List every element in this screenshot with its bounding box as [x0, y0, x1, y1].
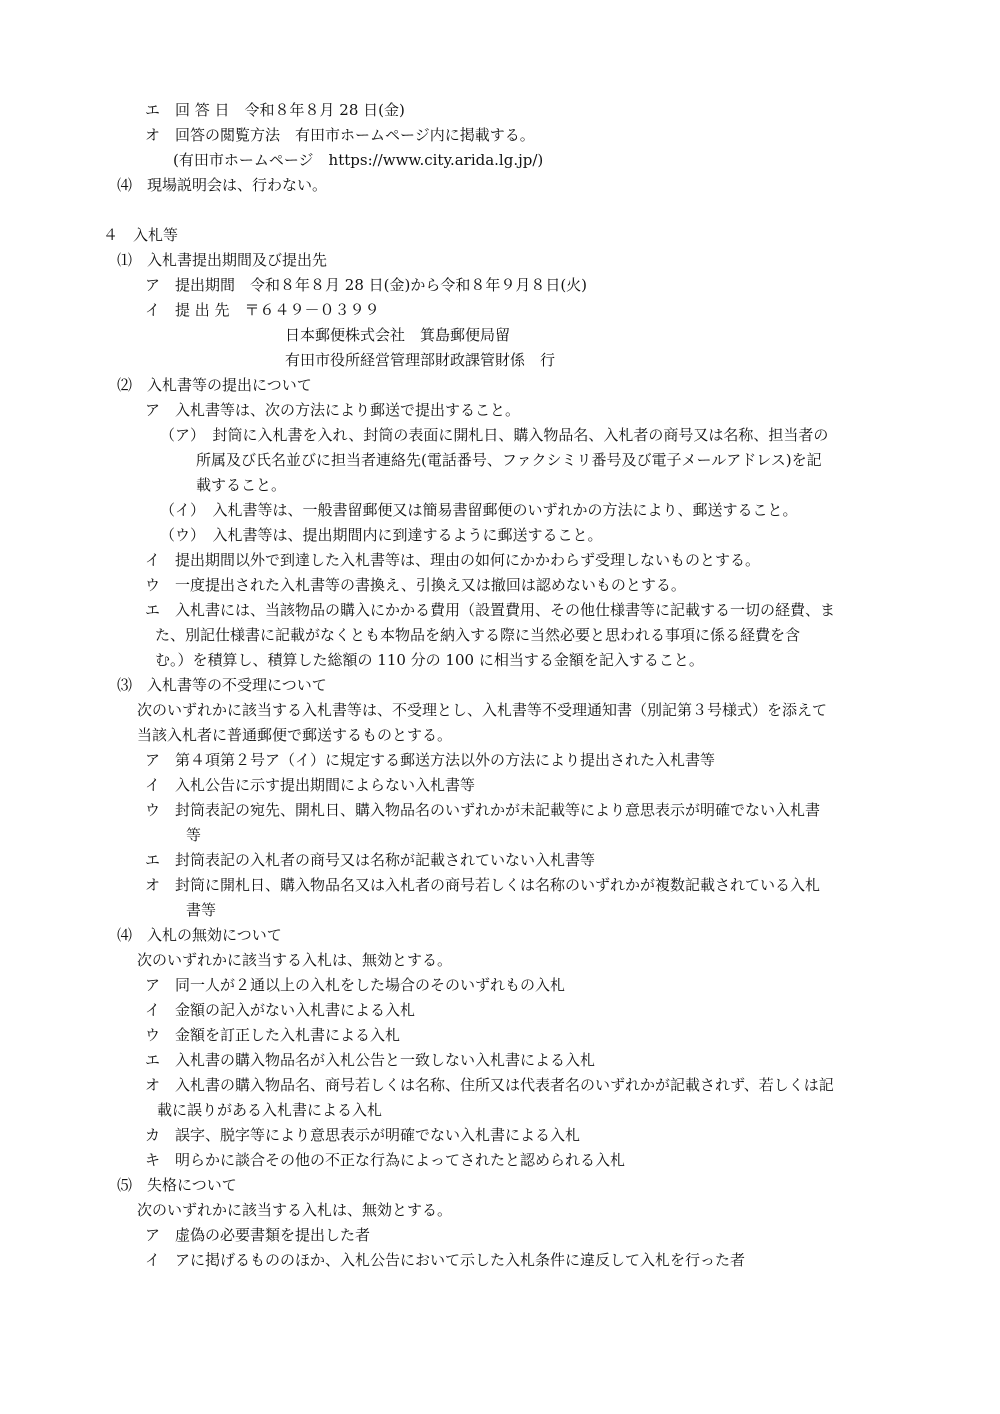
invalid-item-i: イ 金額の記入がない入札書による入札 [145, 1001, 416, 1019]
subsection-4-heading: ⑷ 入札の無効について [117, 926, 282, 944]
item-a3-line: （ウ） 入札書等は、提出期間内に到達するように郵送すること。 [160, 526, 603, 544]
post-office-line: 日本郵便株式会社 箕島郵便局留 [285, 326, 511, 344]
rejection-item-o-line-1: オ 封筒に開札日、購入物品名又は入札者の商号若しくは名称のいずれかが複数記載されている入札 [145, 876, 821, 894]
rejection-intro-line-1: 次のいずれかに該当する入札書等は、不受理とし、入札書等不受理通知書（別記第３号様式）を添えて [137, 701, 828, 719]
rejection-item-i: イ 入札公告に示す提出期間によらない入札書等 [145, 776, 476, 794]
item-a1-line-2: 所属及び氏名並びに担当者連絡先(電話番号、ファクシミリ番号及び電子メールアドレス)を記 [196, 451, 822, 469]
invalid-item-e: エ 入札書の購入物品名が入札公告と一致しない入札書による入札 [145, 1051, 596, 1069]
subsection-2-heading: ⑵ 入札書等の提出について [117, 376, 312, 394]
submission-period-line: ア 提出期間 令和８年８月 28 日(金)から令和８年９月８日(火) [145, 276, 588, 294]
disqualify-item-a: ア 虚偽の必要書類を提出した者 [145, 1226, 371, 1244]
invalid-item-u: ウ 金額を訂正した入札書による入札 [145, 1026, 401, 1044]
submission-address-line: イ 提 出 先 〒６４９－０３９９ [145, 301, 380, 319]
section-4-heading: ４ 入札等 [103, 226, 179, 244]
rejection-item-u-line-1: ウ 封筒表記の宛先、開札日、購入物品名のいずれかが未記載等により意思表示が明確でない入札書 [145, 801, 821, 819]
item-a-line: ア 入札書等は、次の方法により郵送で提出すること。 [145, 401, 521, 419]
response-date-line: エ 回 答 日 令和８年８月 28 日(金) [145, 101, 405, 119]
item-i-line: イ 提出期間以外で到達した入札書等は、理由の如何にかかわらず受理しないものとする。 [145, 551, 761, 569]
rejection-item-u-line-2: 等 [186, 826, 202, 844]
invalid-item-ka: カ 誤字、脱字等により意思表示が明確でない入札書による入札 [145, 1126, 581, 1144]
item-a1-line-1: （ア） 封筒に入札書を入れ、封筒の表面に開札日、購入物品名、入札者の商号又は名称、担当者の [160, 426, 829, 444]
item-e-line-3: む。）を積算し、積算した総額の 110 分の 100 に相当する金額を記入すること。 [155, 651, 704, 669]
rejection-item-o-line-2: 書等 [186, 901, 217, 919]
response-viewing-method-line: オ 回答の閲覧方法 有田市ホームページ内に掲載する。 [145, 126, 535, 144]
city-homepage-url-line: (有田市ホームページ https://www.city.arida.lg.jp/) [173, 151, 544, 169]
subsection-5-heading: ⑸ 失格について [117, 1176, 237, 1194]
subsection-3-heading: ⑶ 入札書等の不受理について [117, 676, 327, 694]
disqualify-item-i: イ アに掲げるもののほか、入札公告において示した入札条件に違反して入札を行った者 [145, 1251, 746, 1269]
rejection-item-e: エ 封筒表記の入札者の商号又は名称が記載されていない入札書等 [145, 851, 596, 869]
invalid-item-a: ア 同一人が２通以上の入札をした場合のそのいずれもの入札 [145, 976, 566, 994]
invalid-item-ki: キ 明らかに談合その他の不正な行為によってされたと認められる入札 [145, 1151, 626, 1169]
invalid-item-o-line-1: オ 入札書の購入物品名、商号若しくは名称、住所又は代表者名のいずれかが記載されず、若しくは記 [145, 1076, 834, 1094]
item-a2-line: （イ） 入札書等は、一般書留郵便又は簡易書留郵便のいずれかの方法により、郵送すること。 [160, 501, 798, 519]
subsection-1-heading: ⑴ 入札書提出期間及び提出先 [117, 251, 328, 269]
rejection-item-a: ア 第４項第２号ア（イ）に規定する郵送方法以外の方法により提出された入札書等 [145, 751, 716, 769]
disqualify-intro-line: 次のいずれかに該当する入札は、無効とする。 [137, 1201, 453, 1219]
invalid-item-o-line-2: 載に誤りがある入札書による入札 [157, 1101, 383, 1119]
item-e-line-2: た、別記仕様書に記載がなくとも本物品を納入する際に当然必要と思われる事項に係る経費を含 [155, 626, 801, 644]
recipient-dept-line: 有田市役所経営管理部財政課管財係 行 [285, 351, 556, 369]
site-briefing-line: ⑷ 現場説明会は、行わない。 [117, 176, 328, 194]
invalid-intro-line: 次のいずれかに該当する入札は、無効とする。 [137, 951, 453, 969]
item-a1-line-3: 載すること。 [196, 476, 287, 494]
rejection-intro-line-2: 当該入札者に普通郵便で郵送するものとする。 [137, 726, 453, 744]
item-u-line: ウ 一度提出された入札書等の書換え、引換え又は撤回は認めないものとする。 [145, 576, 686, 594]
item-e-line-1: エ 入札書には、当該物品の購入にかかる費用（設置費用、その他仕様書等に記載する一切の経費、ま [145, 601, 836, 619]
